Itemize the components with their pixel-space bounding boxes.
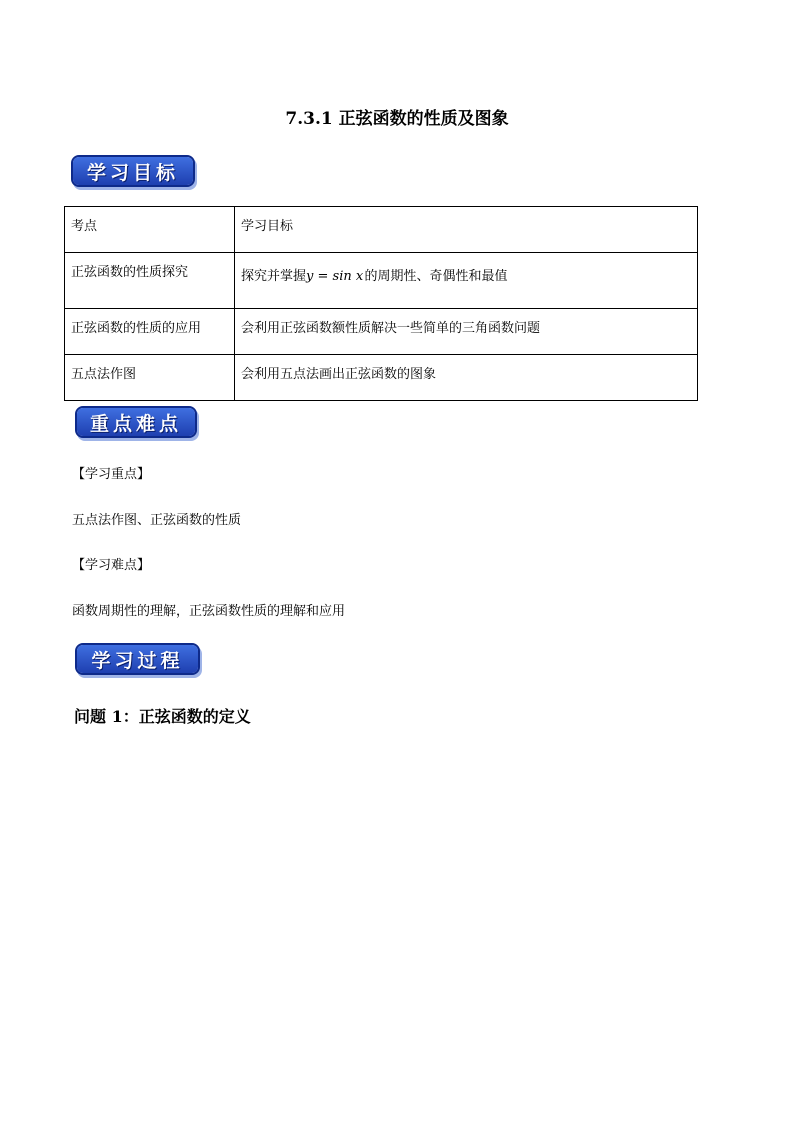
row-goal: 会利用五点法画出正弦函数的图象 [235,355,698,401]
row-topic: 正弦函数的性质的应用 [65,309,235,355]
section-badge-process: 学习过程 [77,645,198,673]
row-goal: 会利用正弦函数额性质解决一些简单的三角函数问题 [235,309,698,355]
header-topic: 考点 [65,207,235,253]
document-title: 7.3.1 正弦函数的性质及图象 [285,109,509,129]
focus-text: 五点法作图、正弦函数的性质 [72,513,242,528]
header-goal: 学习目标 [235,207,698,253]
table-header-row [65,207,698,253]
goals-table [64,206,698,401]
section-badge-goals: 学习目标 [73,157,193,185]
table-row [65,355,698,401]
goal-formula: y = sin x [306,269,364,284]
question-1-heading: 问题 1：正弦函数的定义 [74,707,251,726]
goal-prefix: 探究并掌握 [241,269,307,284]
table-row [65,309,698,355]
row-topic: 五点法作图 [65,355,235,401]
difficulty-heading: 【学习难点】 [72,558,151,573]
goal-suffix: 的周期性、奇偶性和最值 [364,269,508,284]
table-row [65,253,698,309]
difficulty-text: 函数周期性的理解，正弦函数性质的理解和应用 [72,604,346,619]
row-topic: 正弦函数的性质探究 [65,253,235,309]
focus-heading: 【学习重点】 [72,467,151,482]
row-goal [235,253,698,309]
section-badge-key-points: 重点难点 [77,408,195,436]
